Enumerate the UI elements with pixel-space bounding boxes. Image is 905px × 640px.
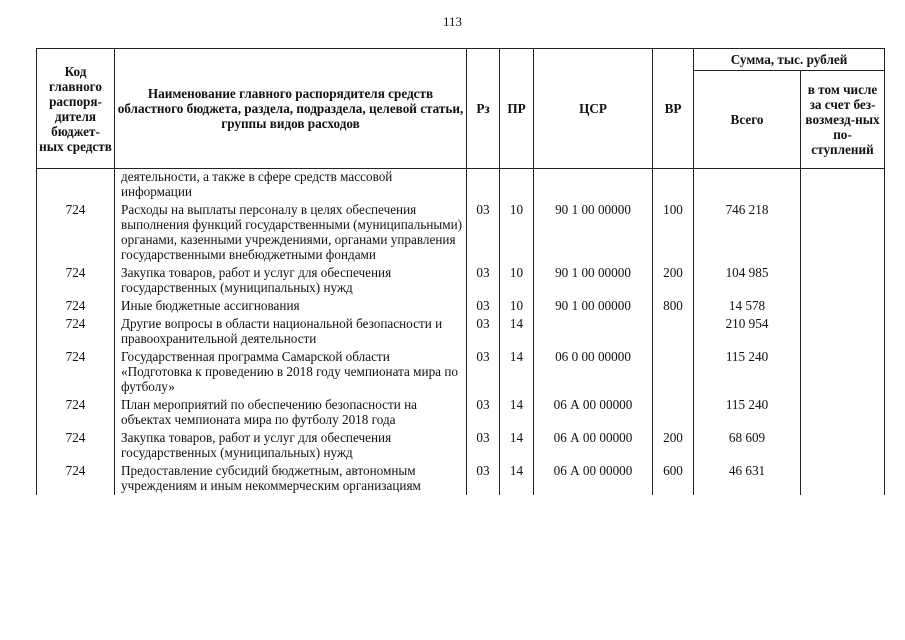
table-row <box>37 201 885 264</box>
header-total: Всего <box>694 71 801 169</box>
table-body <box>37 169 885 496</box>
cell-vr <box>653 348 694 396</box>
cell-csr: 06 А 00 00000 <box>534 462 653 495</box>
table-row <box>37 462 885 495</box>
budget-table <box>36 48 885 495</box>
cell-name: Государственная программа Самарской области «Подготовка к проведению в 2018 году чемпионата мира по футболу» <box>115 348 467 396</box>
cell-free <box>801 169 885 202</box>
cell-name: Иные бюджетные ассигнования <box>115 297 467 315</box>
cell-free <box>801 396 885 429</box>
page-number: 113 <box>442 14 463 29</box>
cell-rz: 03 <box>467 429 500 462</box>
cell-pr: 10 <box>500 297 534 315</box>
cell-code: 724 <box>37 201 115 264</box>
cell-csr: 90 1 00 00000 <box>534 297 653 315</box>
cell-vr <box>653 396 694 429</box>
cell-vr <box>653 169 694 202</box>
cell-code: 724 <box>37 315 115 348</box>
cell-name: Расходы на выплаты персоналу в целях обеспечения выполнения функций государственными (муниципальными) органами, казенными учреждениями, органами управления государственными внебюджетными фондами <box>115 201 467 264</box>
cell-total: 14 578 <box>694 297 801 315</box>
table-row <box>37 169 885 202</box>
header-pr: ПР <box>500 49 534 169</box>
header-name: Наименование главного распорядителя средств областного бюджета, раздела, подраздела, целевой статьи, группы видов расходов <box>115 49 467 169</box>
cell-total: 115 240 <box>694 396 801 429</box>
table-row <box>37 429 885 462</box>
cell-rz: 03 <box>467 348 500 396</box>
cell-total: 746 218 <box>694 201 801 264</box>
cell-free <box>801 264 885 297</box>
cell-pr: 14 <box>500 429 534 462</box>
cell-csr <box>534 315 653 348</box>
header-rz: Рз <box>467 49 500 169</box>
cell-rz: 03 <box>467 315 500 348</box>
cell-free <box>801 429 885 462</box>
cell-free <box>801 297 885 315</box>
cell-rz: 03 <box>467 264 500 297</box>
cell-pr: 14 <box>500 462 534 495</box>
cell-rz: 03 <box>467 462 500 495</box>
cell-free <box>801 315 885 348</box>
cell-rz <box>467 169 500 202</box>
cell-total: 46 631 <box>694 462 801 495</box>
cell-pr: 14 <box>500 315 534 348</box>
table-row <box>37 348 885 396</box>
cell-vr: 100 <box>653 201 694 264</box>
cell-pr: 14 <box>500 396 534 429</box>
header-code: Код главного распоря-дителя бюджет-ных средств <box>37 49 115 169</box>
cell-code: 724 <box>37 348 115 396</box>
cell-name: Закупка товаров, работ и услуг для обеспечения государственных (муниципальных) нужд <box>115 264 467 297</box>
cell-free <box>801 201 885 264</box>
cell-vr <box>653 315 694 348</box>
cell-rz: 03 <box>467 201 500 264</box>
cell-csr <box>534 169 653 202</box>
cell-total: 210 954 <box>694 315 801 348</box>
cell-total: 68 609 <box>694 429 801 462</box>
cell-name: Другие вопросы в области национальной безопасности и правоохранительной деятельности <box>115 315 467 348</box>
cell-vr: 200 <box>653 429 694 462</box>
header-csr: ЦСР <box>534 49 653 169</box>
cell-name: деятельности, а также в сфере средств массовой информации <box>115 169 467 202</box>
cell-pr: 14 <box>500 348 534 396</box>
cell-code: 724 <box>37 429 115 462</box>
cell-vr: 600 <box>653 462 694 495</box>
cell-code: 724 <box>37 297 115 315</box>
table-row <box>37 396 885 429</box>
cell-rz: 03 <box>467 396 500 429</box>
cell-csr: 06 0 00 00000 <box>534 348 653 396</box>
cell-total <box>694 169 801 202</box>
cell-pr <box>500 169 534 202</box>
table-row <box>37 264 885 297</box>
header-vr: ВР <box>653 49 694 169</box>
cell-code: 724 <box>37 396 115 429</box>
table-row <box>37 315 885 348</box>
cell-code: 724 <box>37 264 115 297</box>
cell-name: План мероприятий по обеспечению безопасности на объектах чемпионата мира по футболу 2018 года <box>115 396 467 429</box>
header-sum-group: Сумма, тыс. рублей <box>694 49 885 71</box>
table-row <box>37 297 885 315</box>
cell-free <box>801 462 885 495</box>
cell-csr: 90 1 00 00000 <box>534 264 653 297</box>
cell-csr: 90 1 00 00000 <box>534 201 653 264</box>
cell-total: 104 985 <box>694 264 801 297</box>
header-free: в том числе за счет без-возмезд-ных по-ступлений <box>801 71 885 169</box>
cell-total: 115 240 <box>694 348 801 396</box>
cell-vr: 200 <box>653 264 694 297</box>
cell-code: 724 <box>37 462 115 495</box>
cell-code <box>37 169 115 202</box>
cell-csr: 06 А 00 00000 <box>534 396 653 429</box>
cell-pr: 10 <box>500 264 534 297</box>
cell-pr: 10 <box>500 201 534 264</box>
cell-name: Предоставление субсидий бюджетным, автономным учреждениям и иным некоммерческим организациям <box>115 462 467 495</box>
cell-csr: 06 А 00 00000 <box>534 429 653 462</box>
cell-name: Закупка товаров, работ и услуг для обеспечения государственных (муниципальных) нужд <box>115 429 467 462</box>
cell-free <box>801 348 885 396</box>
cell-vr: 800 <box>653 297 694 315</box>
table-header <box>37 49 885 169</box>
cell-rz: 03 <box>467 297 500 315</box>
